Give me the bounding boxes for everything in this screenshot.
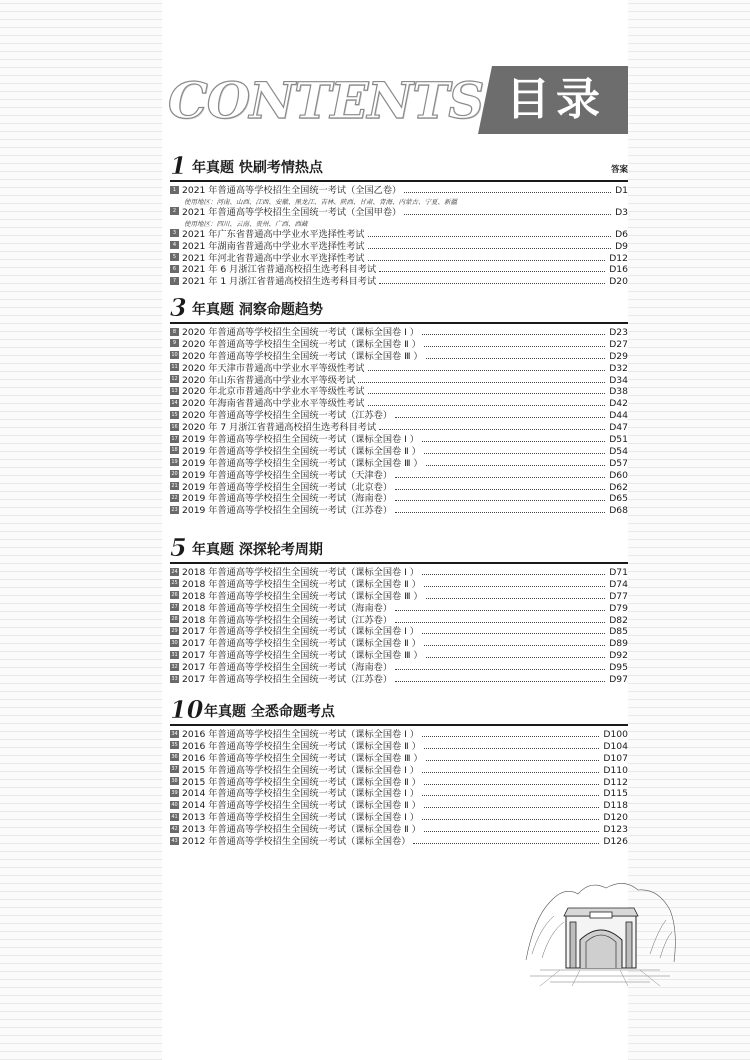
toc-entry xyxy=(170,398,628,410)
dot-leader xyxy=(395,512,605,513)
toc-entry xyxy=(170,327,628,339)
entry-page-number: D3 xyxy=(615,206,628,218)
entry-number-badge: 26 xyxy=(171,592,178,599)
section-5-year xyxy=(170,533,628,686)
dot-leader xyxy=(368,405,605,406)
toc-entry xyxy=(170,626,628,638)
dot-leader xyxy=(395,500,605,501)
entry-title: 2020 年普通高等学校招生全国统一考试（课标全国卷 Ⅲ ） xyxy=(182,350,423,362)
section-number: 10 xyxy=(170,695,204,724)
entry-title: 2017 年普通高等学校招生全国统一考试（课标全国卷 Ⅲ ） xyxy=(182,650,423,662)
entry-title: 2017 年普通高等学校招生全国统一考试（课标全国卷 Ⅱ ） xyxy=(182,638,421,650)
entry-title: 2016 年普通高等学校招生全国统一考试（课标全国卷 Ⅲ ） xyxy=(182,752,423,764)
entry-page-number: D12 xyxy=(609,252,628,264)
entry-title: 2020 年山东省普通高中学业水平等级考试 xyxy=(182,374,356,386)
dot-leader xyxy=(422,736,599,737)
toc-entry xyxy=(170,493,628,505)
entry-title: 2018 年普通高等学校招生全国统一考试（课标全国卷 Ⅱ ） xyxy=(182,578,421,590)
entry-page-number: D62 xyxy=(609,481,628,493)
dot-leader xyxy=(404,192,611,193)
section-number: 3 xyxy=(170,293,187,322)
entry-number-badge: 10 xyxy=(171,352,178,359)
entry-page-number: D126 xyxy=(603,836,628,848)
dot-leader xyxy=(395,417,605,418)
toc-entry xyxy=(170,812,628,824)
entry-number-badge: 43 xyxy=(171,837,178,844)
entry-number-badge: 23 xyxy=(171,506,178,513)
toc-entry xyxy=(170,567,628,579)
entry-usage-regions: 使用地区：四川、云南、贵州、广西、西藏 xyxy=(184,219,308,228)
entry-number-badge: 25 xyxy=(171,580,178,587)
dot-leader xyxy=(395,489,605,490)
section-header xyxy=(170,151,628,182)
dot-leader xyxy=(422,819,599,820)
entry-title: 2020 年北京市普通高中学业水平等级性考试 xyxy=(182,386,365,398)
entry-title: 2020 年普通高等学校招生全国统一考试（课标全国卷 Ⅱ ） xyxy=(182,338,421,350)
entry-number-badge: 3 xyxy=(170,229,179,237)
entry-title: 2017 年普通高等学校招生全国统一考试（课标全国卷 Ⅰ ） xyxy=(182,626,419,638)
toc-list xyxy=(170,567,628,686)
toc-entry xyxy=(170,363,628,375)
entry-number-badge: 36 xyxy=(171,754,178,761)
toc-entry xyxy=(170,241,628,253)
entry-title: 2021 年普通高等学校招生全国统一考试（全国甲卷） xyxy=(182,206,402,218)
entry-title: 2019 年普通高等学校招生全国统一考试（北京卷） xyxy=(182,481,393,493)
entry-number-badge: 2 xyxy=(170,207,179,215)
dot-leader xyxy=(368,393,605,394)
toc-entry xyxy=(170,482,628,494)
entry-title: 2014 年普通高等学校招生全国统一考试（课标全国卷 Ⅱ ） xyxy=(182,800,421,812)
toc-entry xyxy=(170,458,628,470)
entry-number-badge: 8 xyxy=(170,328,179,336)
dot-leader xyxy=(368,370,605,371)
dot-leader xyxy=(426,598,605,599)
toc-entry xyxy=(170,351,628,363)
entry-page-number: D51 xyxy=(609,434,628,446)
dot-leader xyxy=(424,346,605,347)
entry-number-badge: 20 xyxy=(171,471,178,478)
entry-page-number: D6 xyxy=(615,228,628,240)
entry-page-number: D68 xyxy=(609,505,628,517)
entry-title: 2013 年普通高等学校招生全国统一考试（课标全国卷 Ⅰ ） xyxy=(182,812,419,824)
entry-page-number: D118 xyxy=(603,800,628,812)
dot-leader xyxy=(426,358,605,359)
page-title: 目录 xyxy=(506,74,606,125)
entry-title: 2021 年湖南省普通高中学业水平选择性考试 xyxy=(182,240,365,252)
section-3-year xyxy=(170,293,628,517)
entry-page-number: D38 xyxy=(609,386,628,398)
section-title: 年真题 洞察命题趋势 xyxy=(192,302,323,318)
entry-number-badge: 17 xyxy=(171,435,178,442)
dot-leader xyxy=(424,586,605,587)
dot-leader xyxy=(424,748,599,749)
toc-entry xyxy=(170,824,628,836)
dot-leader xyxy=(424,784,599,785)
campus-gate-illustration xyxy=(520,858,680,988)
entry-number-badge: 30 xyxy=(171,639,178,646)
entry-page-number: D60 xyxy=(609,469,628,481)
entry-number-badge: 9 xyxy=(170,339,179,347)
dot-leader xyxy=(395,477,605,478)
entry-number-badge: 35 xyxy=(171,742,178,749)
toc-list xyxy=(170,185,628,288)
dot-leader xyxy=(422,574,605,575)
entry-page-number: D54 xyxy=(609,445,628,457)
entry-title: 2021 年河北省普通高中学业水平选择性考试 xyxy=(182,252,365,264)
dot-leader xyxy=(413,843,599,844)
dot-leader xyxy=(395,681,605,682)
dot-leader xyxy=(379,271,605,272)
dot-leader xyxy=(379,283,605,284)
entry-page-number: D71 xyxy=(609,567,628,578)
entry-page-number: D16 xyxy=(609,264,628,276)
entry-page-number: D57 xyxy=(609,457,628,469)
entry-title: 2018 年普通高等学校招生全国统一考试（海南卷） xyxy=(182,602,393,614)
section-10-year xyxy=(170,695,628,848)
entry-number-badge: 22 xyxy=(171,494,178,501)
entry-number-badge: 5 xyxy=(170,253,179,261)
toc-entry xyxy=(170,765,628,777)
section-header xyxy=(170,293,628,324)
toc-list xyxy=(170,327,628,517)
toc-entry xyxy=(170,375,628,387)
entry-number-badge: 40 xyxy=(171,801,178,808)
entry-number-badge: 33 xyxy=(171,675,178,682)
toc-entry xyxy=(170,207,628,219)
entry-title: 2019 年普通高等学校招生全国统一考试（课标全国卷 Ⅱ ） xyxy=(182,445,421,457)
entry-number-badge: 11 xyxy=(171,364,178,371)
entry-page-number: D29 xyxy=(609,350,628,362)
entry-page-number: D110 xyxy=(603,764,628,776)
dot-leader xyxy=(426,465,605,466)
answer-label: 答案 xyxy=(610,165,628,175)
toc-entry xyxy=(170,422,628,434)
dot-leader xyxy=(424,807,599,808)
toc-entry xyxy=(170,777,628,789)
entry-title: 2021 年 1 月浙江省普通高校招生选考科目考试 xyxy=(182,276,377,288)
entry-number-badge: 28 xyxy=(171,616,178,623)
entry-number-badge: 32 xyxy=(171,663,178,670)
dot-leader xyxy=(424,645,605,646)
entry-page-number: D82 xyxy=(609,614,628,626)
entry-page-number: D92 xyxy=(609,650,628,662)
entry-page-number: D44 xyxy=(609,410,628,422)
entry-title: 2015 年普通高等学校招生全国统一考试（课标全国卷 Ⅰ ） xyxy=(182,764,419,776)
entry-number-badge: 14 xyxy=(171,399,178,406)
dot-leader xyxy=(424,453,605,454)
dot-leader xyxy=(395,669,605,670)
entry-page-number: D104 xyxy=(603,740,628,752)
toc-entry xyxy=(170,579,628,591)
entry-page-number: D85 xyxy=(609,626,628,638)
dot-leader xyxy=(422,334,605,335)
dot-leader xyxy=(368,260,605,261)
dot-leader xyxy=(368,248,611,249)
entry-page-number: D107 xyxy=(603,752,628,764)
entry-title: 2018 年普通高等学校招生全国统一考试（课标全国卷 Ⅰ ） xyxy=(182,567,419,578)
entry-page-number: D23 xyxy=(609,327,628,338)
entry-title: 2019 年普通高等学校招生全国统一考试（海南卷） xyxy=(182,493,393,505)
entry-number-badge: 6 xyxy=(170,265,179,273)
section-title: 年真题 快刷考情热点 xyxy=(192,160,323,176)
dot-leader xyxy=(395,610,605,611)
entry-title: 2017 年普通高等学校招生全国统一考试（海南卷） xyxy=(182,662,393,674)
toc-entry xyxy=(170,836,628,848)
toc-list xyxy=(170,729,628,848)
entry-page-number: D112 xyxy=(603,776,628,788)
toc-entry xyxy=(170,591,628,603)
entry-title: 2018 年普通高等学校招生全国统一考试（江苏卷） xyxy=(182,614,393,626)
toc-entry xyxy=(170,662,628,674)
entry-page-number: D20 xyxy=(609,276,628,288)
entry-number-badge: 41 xyxy=(171,813,178,820)
entry-number-badge: 24 xyxy=(171,568,178,575)
section-number: 5 xyxy=(170,533,187,562)
entry-page-number: D27 xyxy=(609,338,628,350)
entry-title: 2020 年 7 月浙江省普通高校招生选考科目考试 xyxy=(182,422,377,434)
dot-leader xyxy=(422,772,599,773)
entry-page-number: D95 xyxy=(609,662,628,674)
entry-page-number: D120 xyxy=(603,812,628,824)
section-title: 年真题 深探轮考周期 xyxy=(192,542,323,558)
dot-leader xyxy=(379,429,605,430)
entry-title: 2012 年普通高等学校招生全国统一考试（课标全国卷） xyxy=(182,836,411,848)
toc-entry xyxy=(170,638,628,650)
dot-leader xyxy=(424,831,599,832)
contents-heading: CONTENTS xyxy=(168,71,484,130)
entry-number-badge: 1 xyxy=(170,186,179,194)
entry-title: 2020 年普通高等学校招生全国统一考试（江苏卷） xyxy=(182,410,393,422)
entry-title: 2019 年普通高等学校招生全国统一考试（课标全国卷 Ⅲ ） xyxy=(182,457,423,469)
entry-number-badge: 37 xyxy=(171,766,178,773)
section-number: 1 xyxy=(170,151,187,180)
toc-entry xyxy=(170,788,628,800)
entry-page-number: D89 xyxy=(609,638,628,650)
entry-title: 2016 年普通高等学校招生全国统一考试（课标全国卷 Ⅰ ） xyxy=(182,729,419,740)
entry-page-number: D79 xyxy=(609,602,628,614)
entry-page-number: D1 xyxy=(615,185,628,196)
entry-number-badge: 21 xyxy=(171,483,178,490)
toc-entry xyxy=(170,729,628,741)
entry-title: 2019 年普通高等学校招生全国统一考试（课标全国卷 Ⅰ ） xyxy=(182,434,419,446)
entry-number-badge: 16 xyxy=(171,423,178,430)
entry-title: 2015 年普通高等学校招生全国统一考试（课标全国卷 Ⅱ ） xyxy=(182,776,421,788)
toc-entry xyxy=(170,434,628,446)
entry-title: 2020 年海南省普通高中学业水平等级性考试 xyxy=(182,398,365,410)
entry-title: 2021 年 6 月浙江省普通高校招生选考科目考试 xyxy=(182,264,377,276)
entry-number-badge: 18 xyxy=(171,447,178,454)
toc-entry xyxy=(170,674,628,686)
toc-entry xyxy=(170,505,628,517)
entry-page-number: D65 xyxy=(609,493,628,505)
entry-page-number: D123 xyxy=(603,824,628,836)
entry-number-badge: 34 xyxy=(171,730,178,737)
toc-entry xyxy=(170,603,628,615)
toc-entry xyxy=(170,253,628,265)
entry-number-badge: 39 xyxy=(171,789,178,796)
entry-number-badge: 12 xyxy=(171,376,178,383)
toc-entry xyxy=(170,741,628,753)
entry-number-badge: 19 xyxy=(171,459,178,466)
entry-title: 2018 年普通高等学校招生全国统一考试（课标全国卷 Ⅲ ） xyxy=(182,590,423,602)
entry-number-badge: 38 xyxy=(171,778,178,785)
toc-entry xyxy=(170,650,628,662)
entry-page-number: D47 xyxy=(609,422,628,434)
entry-page-number: D9 xyxy=(615,240,628,252)
entry-page-number: D77 xyxy=(609,590,628,602)
dot-leader xyxy=(404,214,611,215)
entry-title: 2014 年普通高等学校招生全国统一考试（课标全国卷 Ⅰ ） xyxy=(182,788,419,800)
toc-entry xyxy=(170,446,628,458)
entry-page-number: D32 xyxy=(609,362,628,374)
section-header xyxy=(170,695,628,726)
entry-title: 2017 年普通高等学校招生全国统一考试（江苏卷） xyxy=(182,674,393,686)
toc-entry xyxy=(170,185,628,197)
entry-title: 2016 年普通高等学校招生全国统一考试（课标全国卷 Ⅱ ） xyxy=(182,740,421,752)
dot-leader xyxy=(422,795,599,796)
entry-usage-regions: 使用地区：河南、山西、江西、安徽、黑龙江、吉林、陕西、甘肃、青海、内蒙古、宁夏、新疆 xyxy=(184,197,457,206)
toc-entry xyxy=(170,276,628,288)
entry-title: 2013 年普通高等学校招生全国统一考试（课标全国卷 Ⅱ ） xyxy=(182,824,421,836)
entry-title: 2021 年普通高等学校招生全国统一考试（全国乙卷） xyxy=(182,185,402,196)
dot-leader xyxy=(426,657,605,658)
dot-leader xyxy=(395,622,605,623)
entry-title: 2020 年天津市普通高中学业水平等级性考试 xyxy=(182,362,365,374)
dot-leader xyxy=(358,382,605,383)
entry-title: 2019 年普通高等学校招生全国统一考试（江苏卷） xyxy=(182,505,393,517)
entry-page-number: D34 xyxy=(609,374,628,386)
entry-page-number: D42 xyxy=(609,398,628,410)
entry-page-number: D74 xyxy=(609,578,628,590)
entry-number-badge: 7 xyxy=(170,277,179,285)
toc-entry xyxy=(170,753,628,765)
toc-entry xyxy=(170,264,628,276)
dot-leader xyxy=(368,236,611,237)
dot-leader xyxy=(422,441,605,442)
entry-number-badge: 31 xyxy=(171,651,178,658)
entry-title: 2020 年普通高等学校招生全国统一考试（课标全国卷 Ⅰ ） xyxy=(182,327,419,338)
toc-entry xyxy=(170,339,628,351)
entry-number-badge: 29 xyxy=(171,627,178,634)
entry-number-badge: 27 xyxy=(171,604,178,611)
entry-page-number: D115 xyxy=(603,788,628,800)
section-header xyxy=(170,533,628,564)
entry-page-number: D100 xyxy=(603,729,628,740)
entry-title: 2021 年广东省普通高中学业水平选择性考试 xyxy=(182,228,365,240)
dot-leader xyxy=(422,633,605,634)
entry-number-badge: 42 xyxy=(171,825,178,832)
entry-title: 2019 年普通高等学校招生全国统一考试（天津卷） xyxy=(182,469,393,481)
toc-entry xyxy=(170,470,628,482)
toc-entry xyxy=(170,229,628,241)
entry-number-badge: 13 xyxy=(171,387,178,394)
section-1-year xyxy=(170,151,628,288)
dot-leader xyxy=(426,760,599,761)
entry-number-badge: 4 xyxy=(170,241,179,249)
entry-number-badge: 15 xyxy=(171,411,178,418)
toc-entry xyxy=(170,386,628,398)
entry-page-number: D97 xyxy=(609,674,628,686)
toc-entry xyxy=(170,800,628,812)
toc-entry xyxy=(170,615,628,627)
section-title: 年真题 全悉命题考点 xyxy=(204,704,335,720)
toc-entry xyxy=(170,410,628,422)
